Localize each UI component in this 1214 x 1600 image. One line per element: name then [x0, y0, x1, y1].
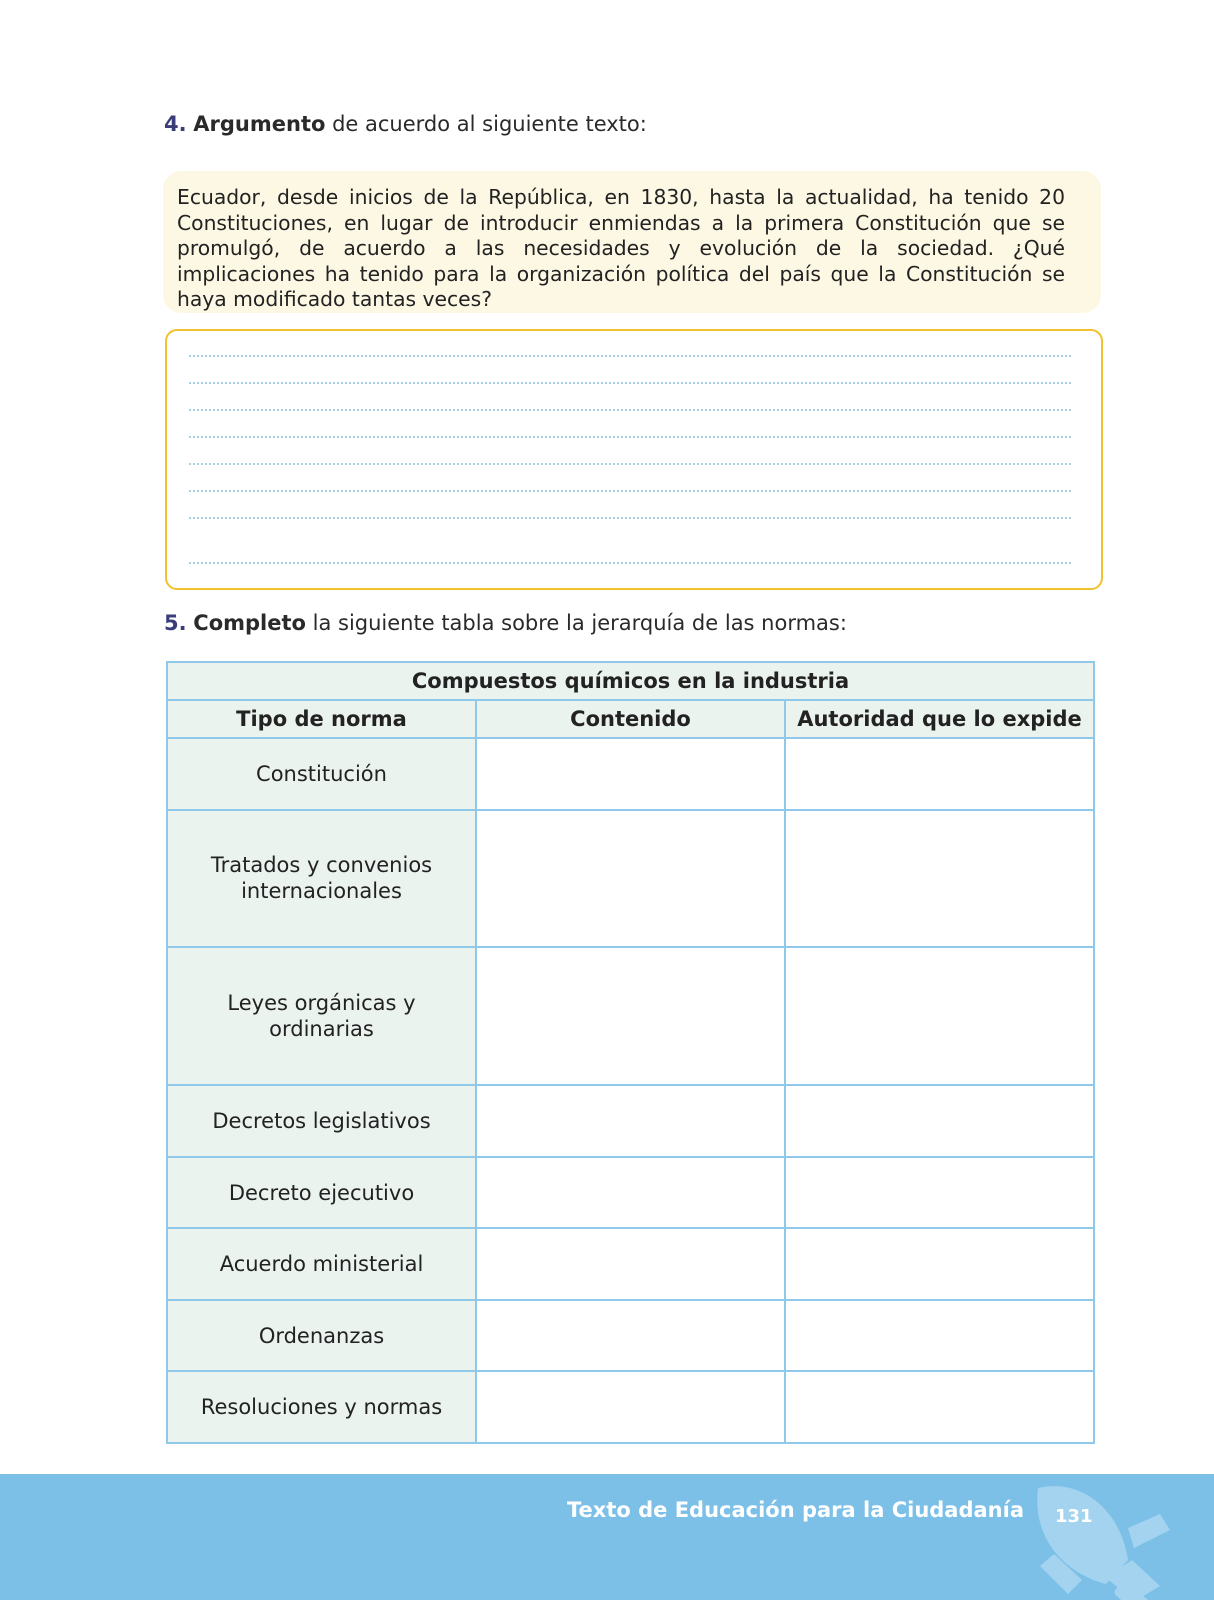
norms-hierarchy-table — [166, 661, 1095, 1444]
table-row — [167, 947, 1094, 1085]
reading-prompt-text: Ecuador, desde inicios de la República, en 1830, hasta la actualidad, ha tenido 20 Constituciones, en lugar de introducir enmiendas a la primera Constitución que se promulgó, de acuerdo a las necesidades y evolución de la sociedad. ¿Qué implicaciones ha tenido para la organización política del país que la Constitución se haya modificado tantas veces? — [177, 185, 1065, 312]
norm-type-cell: Tratados y convenios internacionales — [167, 810, 476, 948]
answer-line[interactable] — [189, 490, 1071, 492]
norm-type-cell: Decretos legislativos — [167, 1085, 476, 1157]
content-answer-cell[interactable] — [476, 1300, 785, 1372]
rocket-icon — [1010, 1474, 1200, 1600]
authority-answer-cell[interactable] — [785, 1085, 1094, 1157]
table-body — [167, 738, 1094, 1443]
answer-line[interactable] — [189, 436, 1071, 438]
authority-answer-cell[interactable] — [785, 1300, 1094, 1372]
column-header-tipo: Tipo de norma — [167, 700, 476, 738]
table-row — [167, 738, 1094, 810]
footer-book-title: Texto de Educación para la Ciudadanía — [567, 1498, 1024, 1522]
question-5-title — [164, 611, 847, 635]
content-answer-cell[interactable] — [476, 810, 785, 948]
content-answer-cell[interactable] — [476, 947, 785, 1085]
table-row — [167, 1371, 1094, 1443]
content-answer-cell[interactable] — [476, 1228, 785, 1300]
norm-type-cell: Leyes orgánicas y ordinarias — [167, 947, 476, 1085]
content-answer-cell[interactable] — [476, 738, 785, 810]
answer-line[interactable] — [189, 382, 1071, 384]
question-number: 4. — [164, 112, 187, 136]
table-row — [167, 1085, 1094, 1157]
authority-answer-cell[interactable] — [785, 1228, 1094, 1300]
norm-type-cell: Resoluciones y normas — [167, 1371, 476, 1443]
table-row — [167, 810, 1094, 948]
question-instruction: de acuerdo al siguiente texto: — [325, 112, 647, 136]
authority-answer-cell[interactable] — [785, 1157, 1094, 1229]
authority-answer-cell[interactable] — [785, 1371, 1094, 1443]
answer-line[interactable] — [189, 517, 1071, 519]
column-header-contenido: Contenido — [476, 700, 785, 738]
reading-prompt-box — [163, 171, 1101, 313]
footer-band — [0, 1474, 1214, 1600]
authority-answer-cell[interactable] — [785, 810, 1094, 948]
authority-answer-cell[interactable] — [785, 738, 1094, 810]
answer-line[interactable] — [189, 463, 1071, 465]
content-answer-cell[interactable] — [476, 1157, 785, 1229]
table-row — [167, 1228, 1094, 1300]
answer-area[interactable] — [165, 329, 1103, 590]
question-keyword: Completo — [193, 611, 306, 635]
question-instruction: la siguiente tabla sobre la jerarquía de las normas: — [305, 611, 847, 635]
page-number: 131 — [1055, 1506, 1093, 1527]
answer-line[interactable] — [189, 355, 1071, 357]
norm-type-cell: Constitución — [167, 738, 476, 810]
answer-line[interactable] — [189, 562, 1071, 564]
norm-type-cell: Acuerdo ministerial — [167, 1228, 476, 1300]
table-row — [167, 1157, 1094, 1229]
column-header-autoridad: Autoridad que lo expide — [785, 700, 1094, 738]
table-row — [167, 1300, 1094, 1372]
table-caption: Compuestos químicos en la industria — [167, 662, 1094, 700]
question-keyword: Argumento — [193, 112, 326, 136]
question-4-title — [164, 112, 647, 136]
question-number: 5. — [164, 611, 187, 635]
norm-type-cell: Decreto ejecutivo — [167, 1157, 476, 1229]
answer-line[interactable] — [189, 409, 1071, 411]
norm-type-cell: Ordenanzas — [167, 1300, 476, 1372]
content-answer-cell[interactable] — [476, 1371, 785, 1443]
content-answer-cell[interactable] — [476, 1085, 785, 1157]
authority-answer-cell[interactable] — [785, 947, 1094, 1085]
